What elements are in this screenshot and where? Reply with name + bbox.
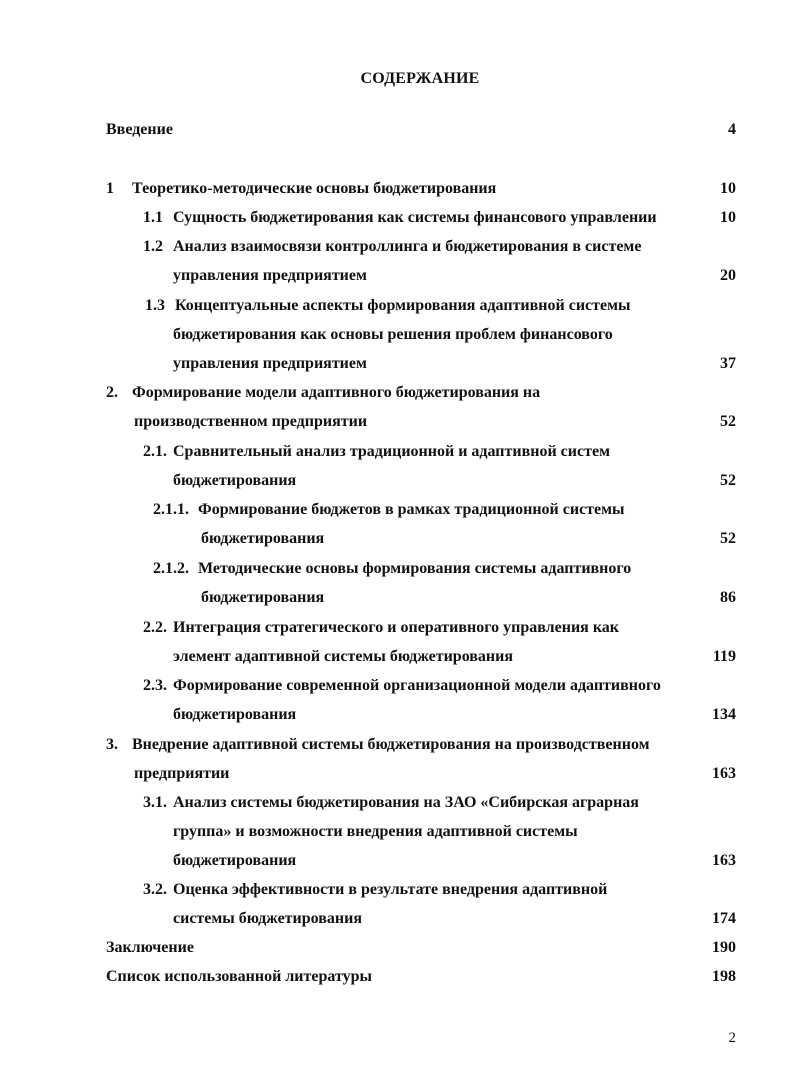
toc-entry-page: 174: [712, 910, 736, 927]
toc-entry-2-1-1-cont: [201, 529, 324, 549]
toc-entry-text: Сущность бюджетирования как системы финансового управлении: [173, 209, 657, 226]
toc-entry-text: Интеграция стратегического и оперативного управления как: [173, 619, 620, 636]
toc-entry-2-1-2-cont: [201, 588, 324, 608]
toc-entry-3-1-cont: [173, 822, 578, 842]
toc-entry-1: [106, 179, 496, 199]
toc-entry-3-cont: [134, 764, 229, 784]
toc-entry-number: 2.1.: [143, 443, 167, 460]
toc-entry-text: Сравнительный анализ традиционной и адаптивной систем: [173, 443, 610, 460]
toc-entry-page: 86: [720, 589, 736, 606]
toc-entry-text: бюджетирования: [173, 852, 297, 869]
toc-entry-text: Формирование бюджетов в рамках традиционной системы: [198, 501, 625, 518]
toc-entry-text: Список использованной литературы: [106, 968, 372, 985]
toc-entry-2-3-cont: [173, 705, 296, 725]
toc-entry-number: 3.: [106, 736, 118, 753]
toc-entry-3: [106, 735, 650, 755]
toc-entry-number: 2.2.: [143, 619, 167, 636]
toc-entry-text: Методические основы формирования системы адаптивного: [198, 560, 632, 577]
toc-entry-page: 4: [728, 121, 736, 138]
toc-entry-2-2: [143, 618, 619, 638]
toc-entry-page: 52: [720, 472, 736, 489]
toc-entry-page: 119: [712, 648, 736, 665]
toc-entry-references: [106, 967, 372, 987]
toc-entry-text: Анализ системы бюджетирования на ЗАО «Сибирская аграрная: [173, 794, 639, 811]
toc-entry-page: 198: [712, 968, 736, 985]
toc-entry-page: 52: [720, 413, 736, 430]
toc-entry-text: производственном предприятии: [134, 413, 368, 430]
toc-entry-page: 190: [712, 939, 736, 956]
toc-entry-text: Теоретико-методические основы бюджетирования: [132, 180, 497, 197]
toc-entry-text: бюджетирования: [173, 472, 297, 489]
toc-entry-number: 1.2: [143, 238, 163, 255]
toc-entry-text: бюджетирования как основы решения проблем финансового: [173, 326, 613, 343]
toc-entry-text: Формирование модели адаптивного бюджетирования на: [132, 384, 541, 401]
toc-entry-1-3-cont: [173, 325, 613, 345]
toc-entry-1-2-cont: [173, 266, 367, 286]
toc-entry-number: 1.3: [145, 297, 165, 314]
toc-entry-text: бюджетирования: [201, 530, 325, 547]
page-title: СОДЕРЖАНИЕ: [360, 70, 480, 87]
toc-entry-text: элемент адаптивной системы бюджетирования: [173, 648, 514, 665]
toc-entry-text: бюджетирования: [173, 706, 297, 723]
toc-entry-number: 2.1.2.: [153, 560, 189, 577]
toc-entry-page: 163: [712, 765, 736, 782]
toc-entry-page: 10: [720, 180, 736, 197]
toc-entry-text: Заключение: [106, 939, 194, 956]
toc-entry-text: Оценка эффективности в результате внедрения адаптивной: [173, 881, 608, 898]
toc-entry-2-1: [143, 442, 610, 462]
toc-entry-2-1-2: [153, 559, 631, 579]
toc-entry-3-2: [143, 880, 607, 900]
toc-entry-text: управления предприятием: [173, 355, 367, 372]
toc-entry-text: Внедрение адаптивной системы бюджетирования на производственном: [132, 736, 650, 753]
toc-entry-page: 20: [720, 267, 736, 284]
toc-entry-2-1-1: [153, 500, 625, 520]
toc-entry-page: 10: [720, 209, 736, 226]
toc-entry-intro: [106, 120, 173, 140]
toc-entry-text: управления предприятием: [173, 267, 367, 284]
toc-entry-text: группа» и возможности внедрения адаптивной системы: [173, 823, 578, 840]
toc-entry-3-1: [143, 793, 639, 813]
toc-entry-2: [106, 383, 540, 403]
toc-entry-conclusion: [106, 938, 194, 958]
toc-entry-1-3-cont2: [173, 354, 367, 374]
page-number: 2: [728, 1030, 736, 1046]
toc-entry-number: 2.1.1.: [153, 501, 189, 518]
toc-entry-2-1-cont: [173, 471, 296, 491]
toc-entry-3-1-cont2: [173, 851, 296, 871]
toc-entry-text: предприятии: [134, 765, 230, 782]
toc-entry-number: 2.3.: [143, 677, 167, 694]
toc-entry-1-2: [143, 237, 641, 257]
toc-entry-page: 52: [720, 530, 736, 547]
toc-entry-text: Концептуальные аспекты формирования адаптивной системы: [175, 297, 631, 314]
toc-entry-2-2-cont: [173, 647, 513, 667]
toc-entry-number: 3.1.: [143, 794, 167, 811]
toc-entry-page: 134: [712, 706, 736, 723]
toc-entry-text: бюджетирования: [201, 589, 325, 606]
toc-entry-text: системы бюджетирования: [173, 910, 362, 927]
toc-entry-number: 2.: [106, 384, 118, 401]
toc-entry-2-cont: [134, 412, 367, 432]
toc-entry-number: 1: [106, 180, 114, 197]
toc-entry-number: 1.1: [143, 209, 163, 226]
toc-entry-number: 3.2.: [143, 881, 167, 898]
toc-entry-3-2-cont: [173, 909, 362, 929]
toc-entry-text: Анализ взаимосвязи контроллинга и бюджетирования в системе: [173, 238, 642, 255]
toc-entry-page: 37: [720, 355, 736, 372]
toc-entry-text: Введение: [106, 121, 173, 138]
toc-entry-2-3: [143, 676, 661, 696]
toc-entry-text: Формирование современной организационной модели адаптивного: [173, 677, 661, 694]
toc-entry-1-1: [143, 208, 657, 228]
toc-entry-page: 163: [712, 852, 736, 869]
toc-entry-1-3: [145, 296, 631, 316]
